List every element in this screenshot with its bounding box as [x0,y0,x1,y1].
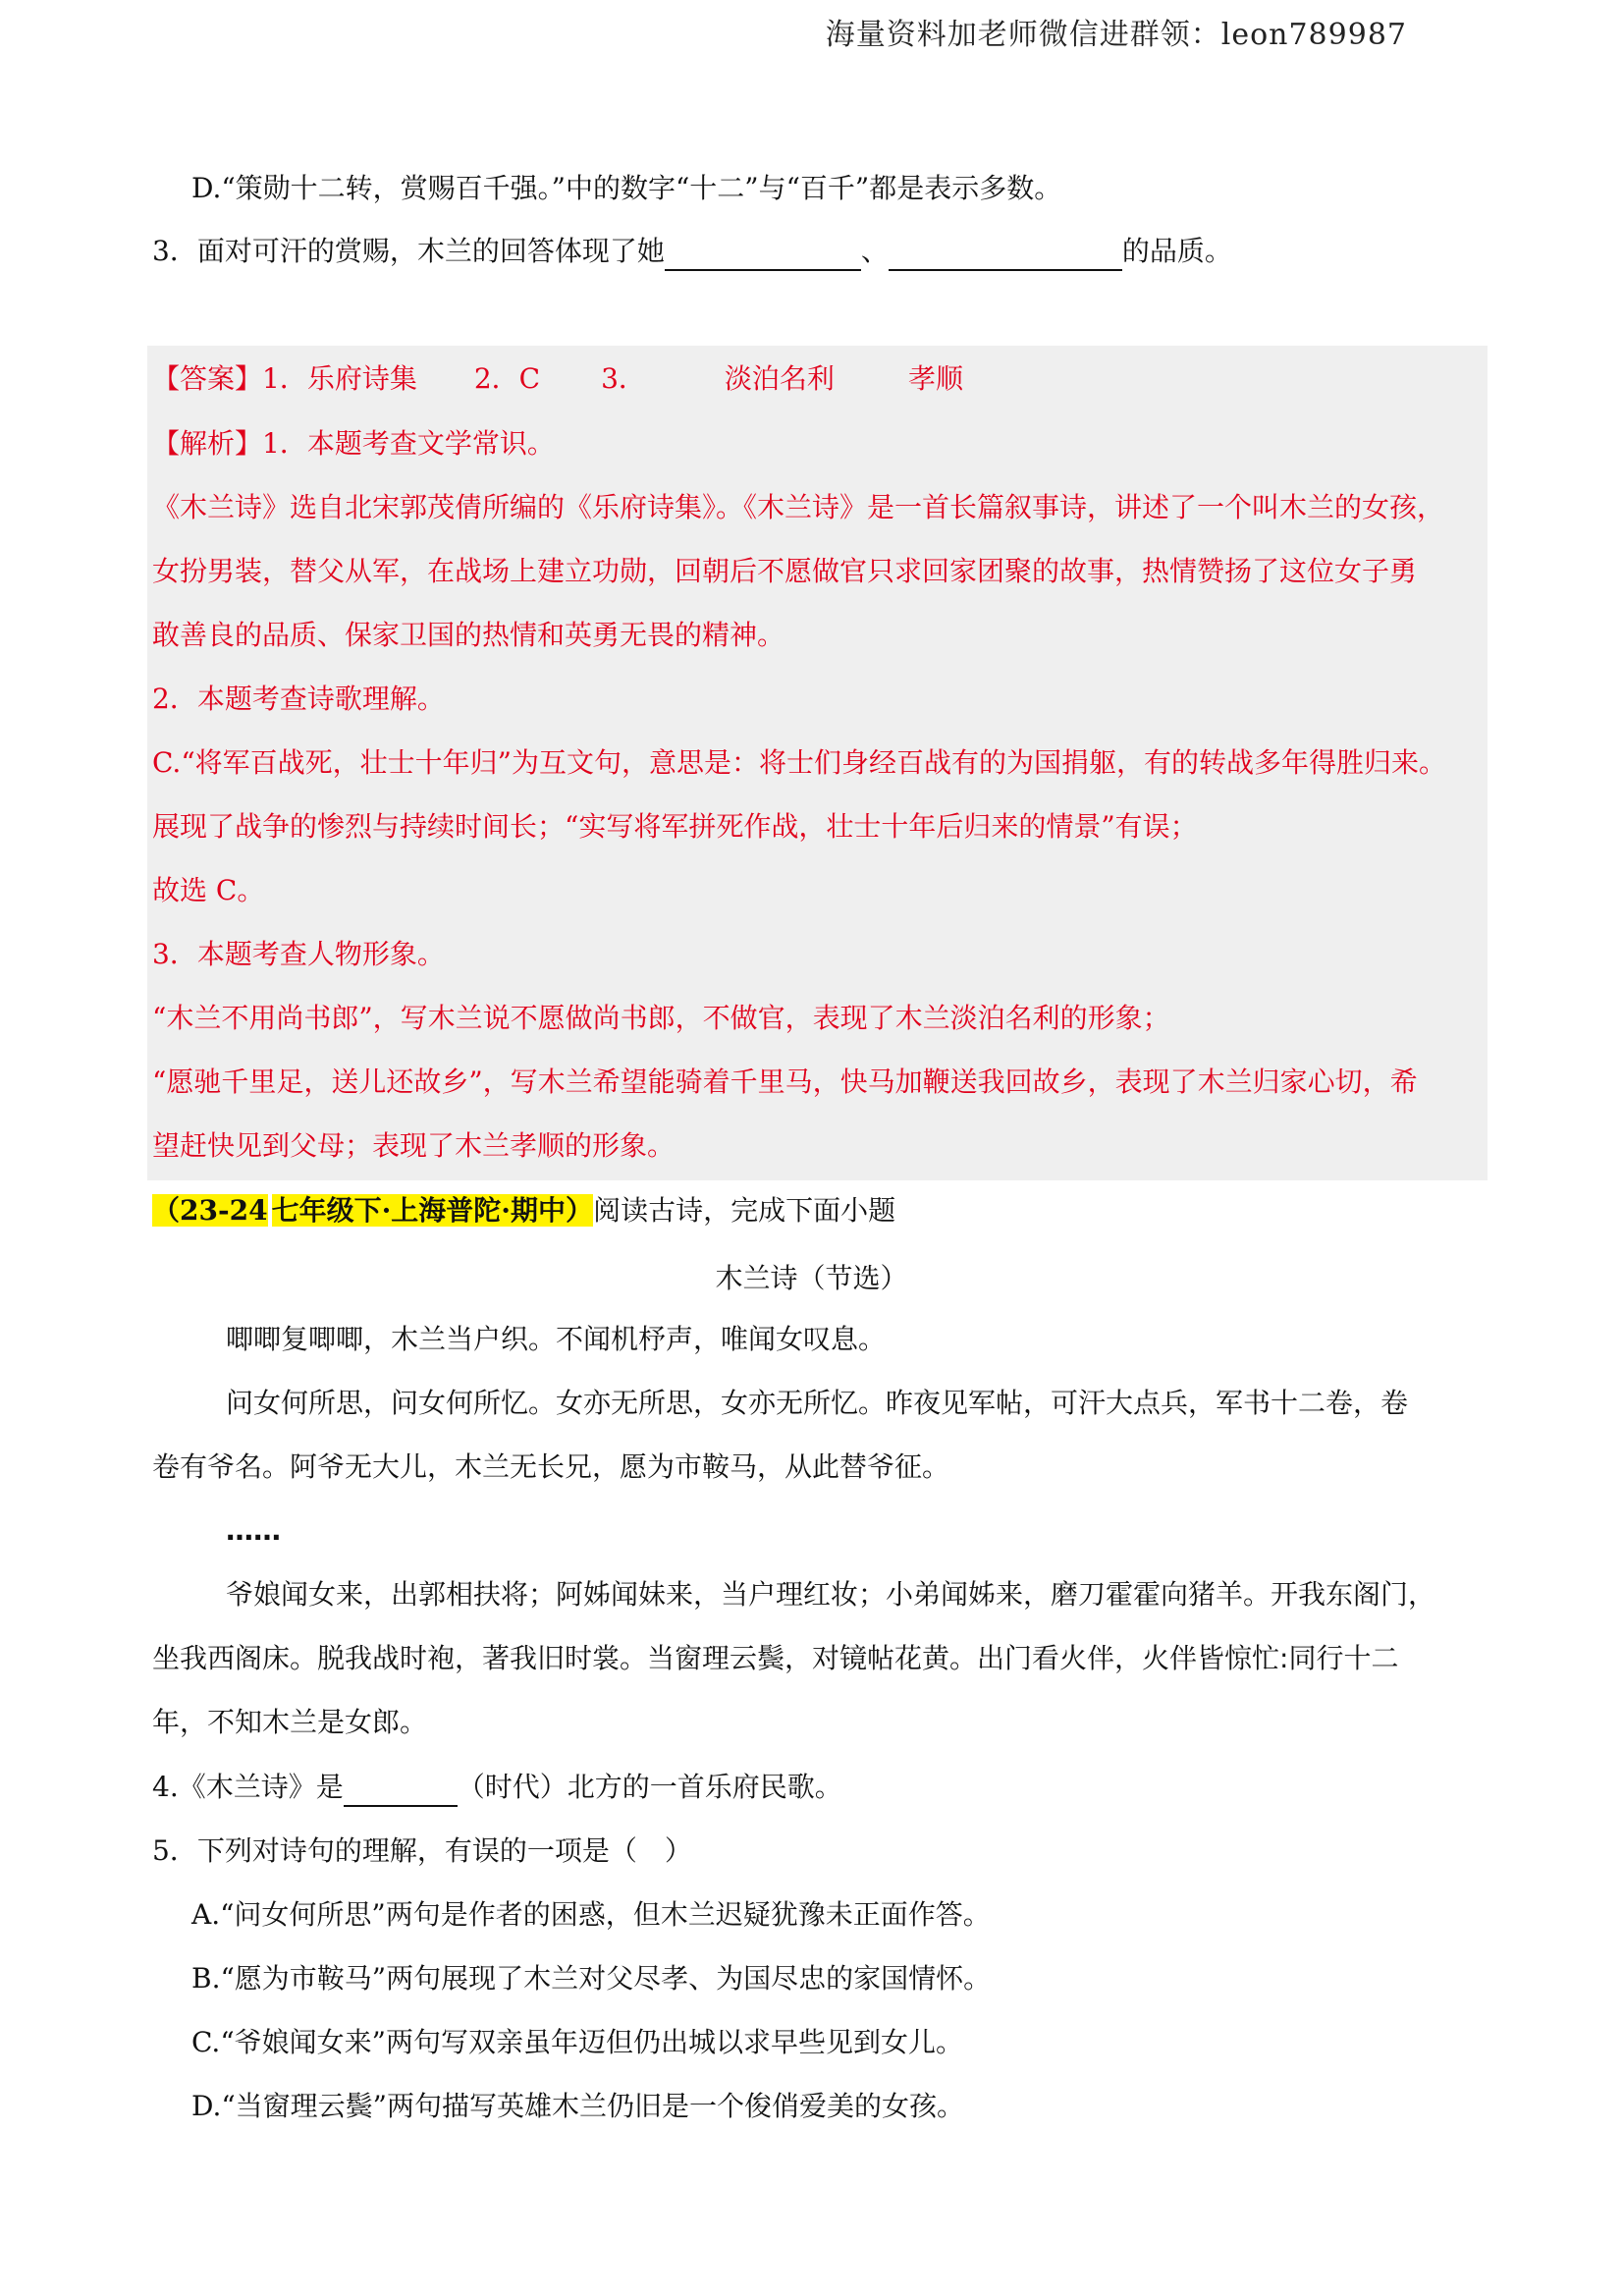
analysis-tag: 【解析】 [152,427,263,460]
analysis-p3-head: 3．本题考查人物形象。 [152,938,445,970]
q5-option-d[interactable]: D.“当窗理云鬓”两句描写英雄木兰仍旧是一个俊俏爱美的女孩。 [191,2090,964,2122]
q2-option-d: D.“策勋十二转，赏赐百千强。”中的数字“十二”与“百千”都是表示多数。 [191,172,1062,204]
question-4 [152,1768,842,1807]
q3-separator: 、 [860,235,889,267]
q3-blank-1[interactable] [665,240,861,271]
q4-suffix: （时代）北方的一首乐府民歌。 [457,1771,842,1803]
poem-ellipsis: …… [226,1514,281,1547]
analysis-p3-line-2: “愿驰千里足，送儿还故乡”，写木兰希望能骑着千里马，快马加鞭送我回故乡，表现了木兰归家心切，希 [152,1066,1418,1098]
page-header-watermark: 海量资料加老师微信进群领：leon789987 [825,18,1407,52]
poem-line-1: 唧唧复唧唧，木兰当户织。不闻机杼声，唯闻女叹息。 [226,1323,887,1355]
analysis-p1-title: 1．本题考查文学常识。 [262,427,555,460]
q4-blank[interactable] [344,1776,458,1807]
analysis-p2-line-1: C.“将军百战死，壮士十年归”为互文句，意思是：将士们身经百战有的为国捐躯，有的转战多年得胜归来。 [152,746,1446,779]
poem-line-5: 爷娘闻女来，出郭相扶将；阿姊闻妹来，当户理红妆；小弟闻姊来，磨刀霍霍向猪羊。开我东阁门， [226,1578,1436,1611]
answer-3-label: 3． [601,362,646,395]
q4-prefix: 4.《木兰诗》是 [152,1771,344,1803]
poem-line-7: 年，不知木兰是女郎。 [152,1706,428,1738]
source-tag-grade: 七年级下·上海普陀·期中） [271,1194,594,1227]
q5-option-c[interactable]: C.“爷娘闻女来”两句写双亲虽年迈但仍出城以求早些见到女儿。 [191,2026,963,2058]
analysis-p3-line-3: 望赶快见到父母；表现了木兰孝顺的形象。 [152,1129,676,1162]
q5-option-a[interactable]: A.“问女何所思”两句是作者的困惑，但木兰迟疑犹豫未正面作答。 [191,1898,991,1931]
q3-suffix: 的品质。 [1121,235,1232,267]
poem-title: 木兰诗（节选） [715,1262,908,1294]
answer-3-value-2: 孝顺 [907,362,963,395]
q3-prefix: 3．面对可汗的赏赐，木兰的回答体现了她 [152,235,665,267]
analysis-p3-line-1: “木兰不用尚书郎”，写木兰说不愿做尚书郎，不做官，表现了木兰淡泊名利的形象； [152,1002,1170,1034]
source-tag-year: （23-24 [152,1194,268,1227]
answer-3-value-1: 淡泊名利 [724,362,835,395]
answer-1: 1．乐府诗集 [262,362,417,395]
analysis-p2-line-3: 故选 C。 [152,874,265,906]
source-instruction: 阅读古诗，完成下面小题 [593,1194,896,1227]
question-3 [152,232,1232,271]
q5-option-b[interactable]: B.“愿为市鞍马”两句展现了木兰对父尽孝、为国尽忠的家国情怀。 [191,1962,992,1995]
analysis-p1-line-2: 女扮男装，替父从军，在战场上建立功勋，回朝后不愿做官只求回家团聚的故事，热情赞扬了这位女子勇 [152,555,1418,587]
poem-line-2: 问女何所思，问女何所忆。女亦无所思，女亦无所忆。昨夜见军帖，可汗大点兵，军书十二卷，卷 [226,1387,1409,1419]
analysis-p1-line-1: 《木兰诗》选自北宋郭茂倩所编的《乐府诗集》。《木兰诗》是一首长篇叙事诗，讲述了一个叫木兰的女孩， [152,491,1445,523]
answer-tag: 【答案】 [152,362,263,395]
q3-blank-2[interactable] [889,240,1122,271]
analysis-p2-line-2: 展现了战争的惨烈与持续时间长；“实写将军拼死作战，壮士十年后归来的情景”有误； [152,810,1198,843]
analysis-p2-head: 2．本题考查诗歌理解。 [152,683,445,715]
answer-2: 2．C [473,362,541,395]
analysis-p1-head [152,424,555,464]
source-line [152,1191,895,1230]
poem-line-3: 卷有爷名。阿爷无大儿，木兰无长兄，愿为市鞍马，从此替爷征。 [152,1450,950,1483]
analysis-p1-line-3: 敢善良的品质、保家卫国的热情和英勇无畏的精神。 [152,619,785,651]
poem-line-6: 坐我西阁床。脱我战时袍，著我旧时裳。当窗理云鬓，对镜帖花黄。出门看火伴，火伴皆惊忙:同行十二 [152,1642,1399,1674]
question-5-stem: 5．下列对诗句的理解，有误的一项是（ ） [152,1834,692,1867]
answer-line [152,359,963,399]
